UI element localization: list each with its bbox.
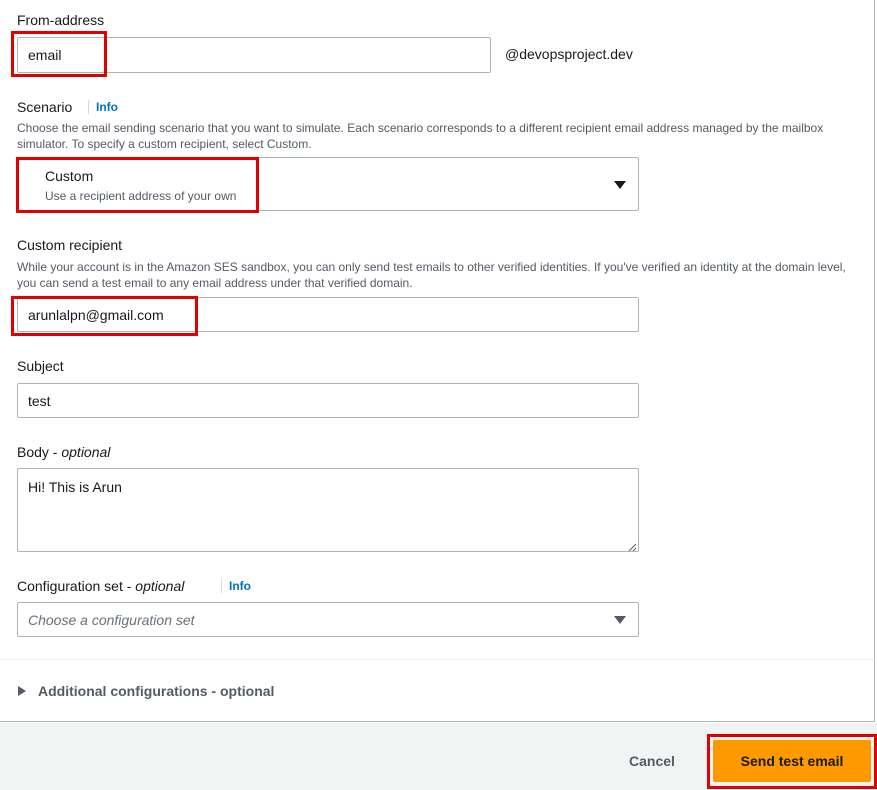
send-test-email-button[interactable]: Send test email (713, 740, 871, 782)
cancel-button[interactable]: Cancel (629, 753, 675, 769)
resize-handle-icon[interactable] (628, 543, 636, 551)
scenario-info-link[interactable]: Info (88, 100, 118, 114)
body-value: Hi! This is Arun (28, 479, 122, 495)
custom-recipient-description: While your account is in the Amazon SES sandbox, you can only send test emails to other verified identities. If you've verified an identity at the domain level, you can send a test email to any email address under that verified domain. (17, 260, 846, 290)
configuration-set-optional-label: optional (135, 578, 185, 594)
scenario-description: Choose the email sending scenario that you want to simulate. Each scenario corresponds to a different recipient email address managed by the mailbox simulator. To specify a custom recipient, select Custom. (17, 121, 824, 151)
chevron-down-icon (614, 181, 626, 189)
custom-recipient-label: Custom recipient (17, 237, 123, 253)
subject-input[interactable] (17, 383, 639, 418)
custom-recipient-value: arunlalpn@gmail.com (28, 306, 164, 323)
chevron-down-icon (614, 616, 626, 624)
scenario-selected-description: Use a recipient address of your own (45, 189, 237, 203)
scenario-selected-value: Custom (45, 168, 94, 184)
from-address-label: From-address (17, 12, 105, 28)
configuration-set-select[interactable] (17, 602, 639, 637)
section-divider (0, 659, 875, 660)
from-address-domain: @devopsproject.dev (505, 46, 633, 62)
from-address-value: email (28, 47, 62, 63)
scenario-select[interactable] (17, 157, 639, 211)
subject-value: test (28, 392, 51, 409)
scenario-label: Scenario (17, 99, 73, 115)
caret-right-icon (18, 686, 26, 696)
subject-label: Subject (17, 358, 64, 374)
configuration-set-placeholder: Choose a configuration set (28, 611, 195, 628)
body-label: Body - optional (17, 444, 111, 460)
body-optional-label: optional (61, 444, 111, 460)
configuration-set-info-link[interactable]: Info (221, 579, 251, 593)
custom-recipient-input[interactable] (17, 297, 639, 332)
additional-configurations-label: Additional configurations - optional (38, 683, 275, 699)
body-textarea[interactable] (17, 468, 639, 552)
from-address-input[interactable] (17, 37, 491, 73)
additional-configurations-expander[interactable] (18, 683, 274, 699)
configuration-set-label: Configuration set - optional (17, 578, 185, 594)
